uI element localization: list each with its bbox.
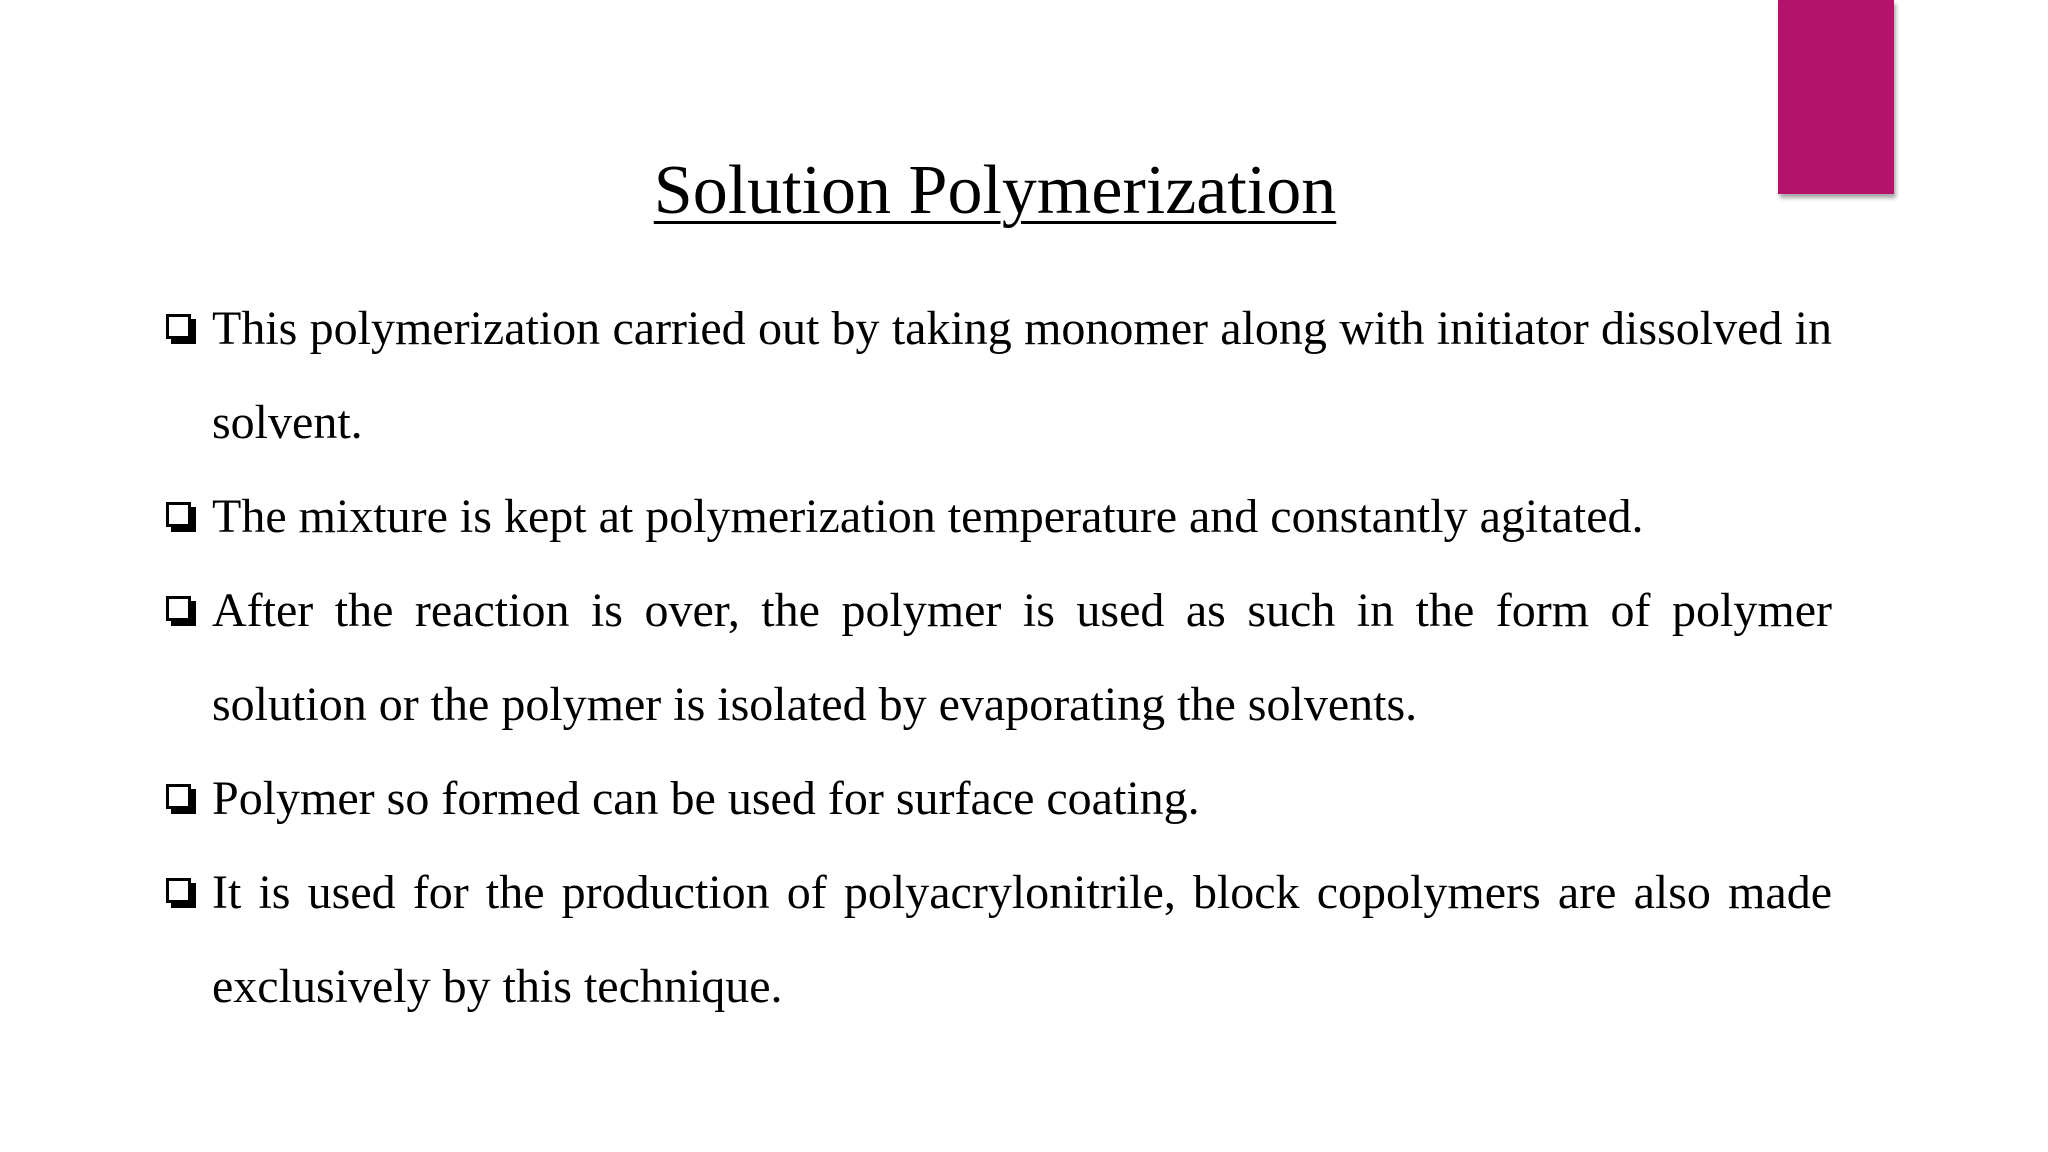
bullet-text: It is used for the production of polyacrylonitrile, block copolymers are also made exclusively by this technique. (212, 866, 1832, 1013)
square-bullet-icon (166, 596, 191, 621)
square-bullet-icon (166, 502, 191, 527)
bullet-item (166, 282, 1832, 470)
slide-title (0, 146, 1990, 236)
bullet-item (166, 564, 1832, 752)
bullet-item (166, 470, 1832, 564)
bullet-list (166, 282, 1832, 1034)
bullet-text: After the reaction is over, the polymer is used as such in the form of polymer solution or the polymer is isolated by evaporating the solvents. (212, 584, 1832, 731)
square-bullet-icon (166, 878, 191, 903)
bullet-item (166, 846, 1832, 1034)
bullet-text: Polymer so formed can be used for surface coating. (212, 772, 1200, 825)
bullet-text: The mixture is kept at polymerization temperature and constantly agitated. (212, 490, 1644, 543)
square-bullet-icon (166, 784, 191, 809)
slide-title-text: Solution Polymerization (653, 152, 1337, 229)
bullet-item (166, 752, 1832, 846)
square-bullet-icon (166, 314, 191, 339)
bullet-text: This polymerization carried out by taking monomer along with initiator dissolved in solvent. (212, 302, 1832, 449)
